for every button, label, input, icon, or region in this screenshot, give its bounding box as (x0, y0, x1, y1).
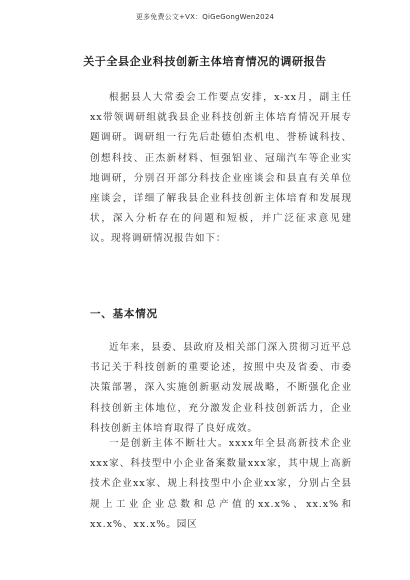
header-note: 更多免费公文+VX：QiGeGongWen2024 (135, 13, 275, 21)
section1-paragraph-1: 近年来，县委、县政府及相关部门深入贯彻习近平总书记关于科技创新的重要论述，按照中央及省委、市委决策部署，深入实施创新驱动发展战略，不断强化企业科技创新主体地位，充分激发企业科技创新活力，企业科技创新主体培育取得了良好成效。 (90, 342, 352, 434)
section-heading-basic-situation: 一、基本情况 (90, 308, 158, 320)
section1-paragraph-2: 一是创新主体不断壮大。xxxx年全县高新技术企业xxx家、科技型中小企业备案数量xxx家，其中规上高新技术企业xx家、规上科技型中小企业xx家，分别占全县规上工业企业总数和总产值的xx.x%、xx.x%和xx.x%、xx.x%。园区 (90, 438, 352, 530)
document-title: 关于全县企业科技创新主体培育情况的调研报告 (83, 55, 327, 68)
intro-paragraph: 根据县人大常委会工作要点安排，x-xx月，副主任xx带领调研组就我县企业科技创新主体培育情况开展专题调研。调研组一行先后赴德伯杰机电、誉桥诚科技、创想科技、正杰新材料、恒强铝业、冠瑞汽车等企业实地调研，分别召开部分科技企业座谈会和县直有关单位座谈会，详细了解我县企业科技创新主体培育和发展现状，深入分析存在的问题和短板，并广泛征求意见建议。现将调研情况报告如下： (90, 92, 352, 245)
